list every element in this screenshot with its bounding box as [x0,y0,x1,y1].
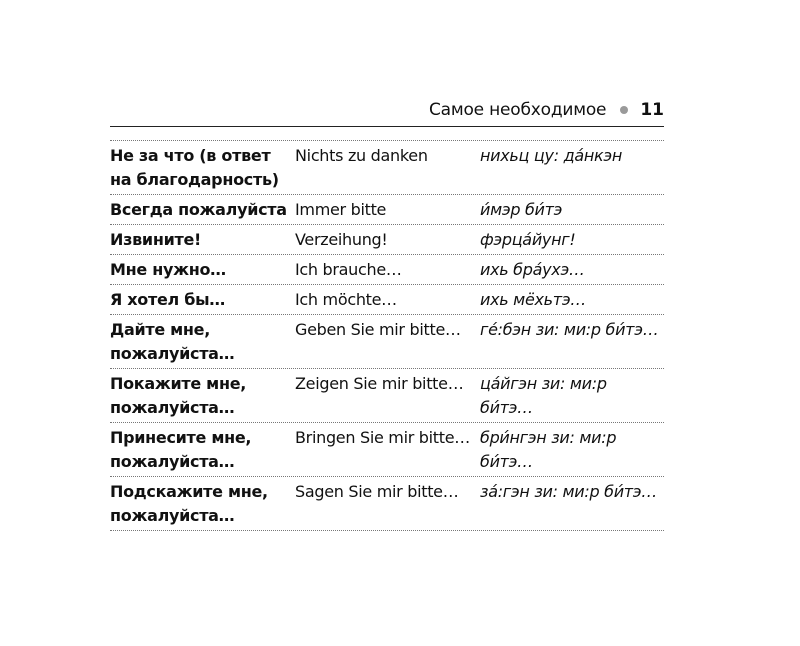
transcription: за́:гэн зи: ми:р би́тэ… [480,482,657,501]
german-phrase: Immer bitte [295,200,387,219]
page-header [110,98,664,127]
phrase-table [110,140,664,531]
transcription: ихь бра́ухэ… [480,260,585,279]
russian-phrase: Я хотел бы… [110,290,225,309]
german-phrase: Bringen Sie mir bitte… [295,428,470,447]
russian-phrase: Покажите мне, пожалуйста… [110,374,247,417]
russian-phrase: Не за что (в ответ на благодарность) [110,146,279,189]
transcription: нихьц цу: да́нкэн [480,146,623,165]
german-phrase: Verzeihung! [295,230,388,249]
transcription: ге́:бэн зи: ми:р би́тэ… [480,320,659,339]
page-number: 11 [640,100,664,120]
german-phrase: Ich brauche… [295,260,402,279]
table-row [110,369,664,423]
transcription: бри́нгэн зи: ми:р би́тэ… [480,428,617,471]
table-row [110,285,664,315]
german-phrase: Nichts zu danken [295,146,428,165]
table-row [110,477,664,531]
section-title: Самое необходимое [428,100,607,120]
table-row [110,195,664,225]
table-row [110,225,664,255]
transcription: фэрца́йунг! [480,230,576,249]
bullet-icon [620,106,628,114]
russian-phrase: Подскажите мне, пожалуйста… [110,482,268,525]
german-phrase: Ich möchte… [295,290,397,309]
german-phrase: Geben Sie mir bitte… [295,320,461,339]
table-row [110,423,664,477]
russian-phrase: Принесите мне, пожалуйста… [110,428,252,471]
table-row [110,255,664,285]
russian-phrase: Дайте мне, пожалуйста… [110,320,235,363]
transcription: и́мэр би́тэ [480,200,563,219]
transcription: ихь мёхьтэ… [480,290,586,309]
russian-phrase: Мне нужно… [110,260,226,279]
transcription: ца́йгэн зи: ми:р би́тэ… [480,374,607,417]
header-right [429,100,664,120]
table-row [110,315,664,369]
russian-phrase: Всегда пожалуйста [110,200,287,219]
table-row [110,141,664,195]
german-phrase: Sagen Sie mir bitte… [295,482,459,501]
russian-phrase: Извините! [110,230,202,249]
german-phrase: Zeigen Sie mir bitte… [295,374,464,393]
